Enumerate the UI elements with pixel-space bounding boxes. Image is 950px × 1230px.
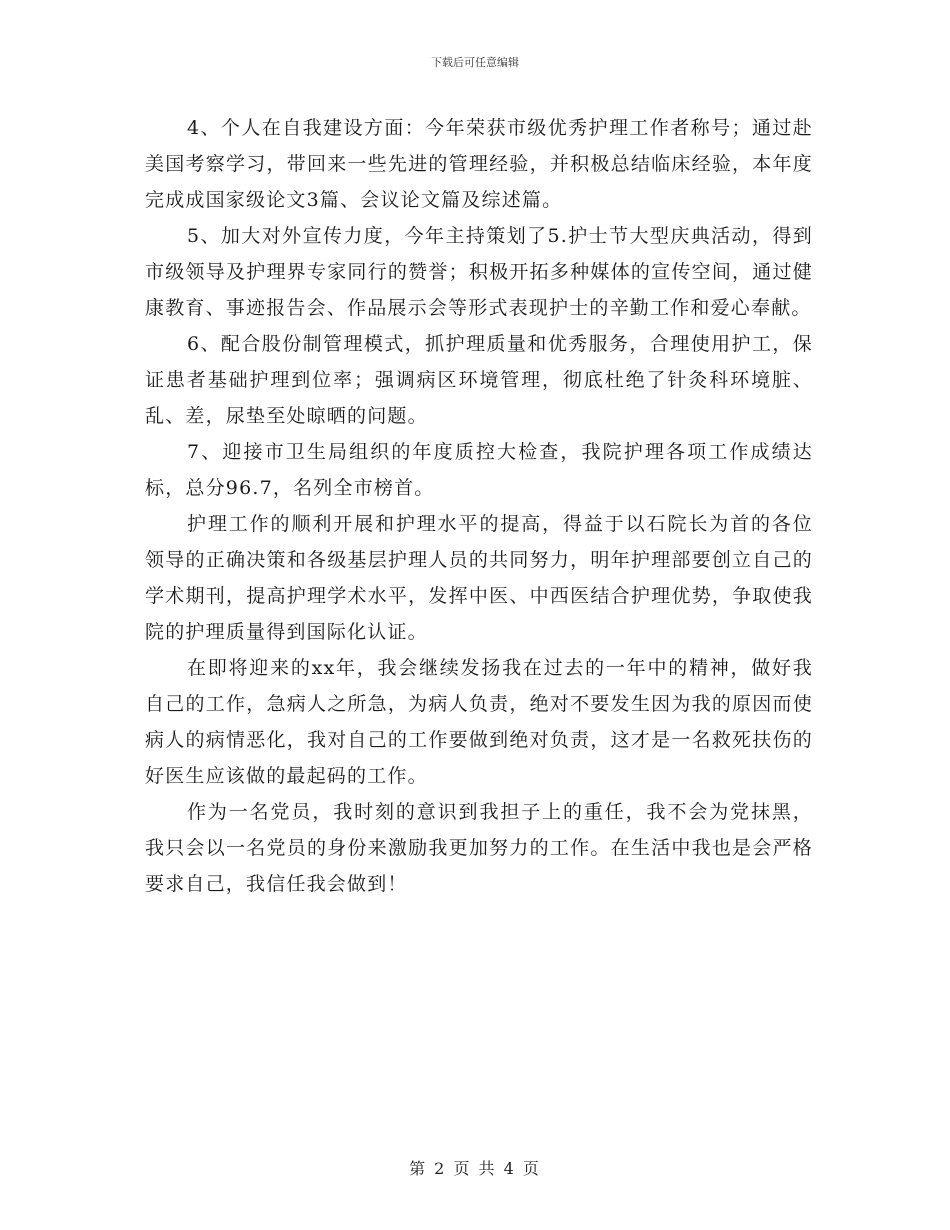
page-number: 第 2 页 共 4 页	[409, 1159, 541, 1178]
paragraph-next-year: 在即将迎来的xx年，我会继续发扬我在过去的一年中的精神，做好我自己的工作，急病人之所急，为病人负责，绝对不要发生因为我的原因而使病人的病情恶化，我对自己的工作要做到绝对负责，这才是一名救死扶伤的好医生应该做的最起码的工作。	[145, 657, 813, 787]
paragraph-item-6: 6、配合股份制管理模式，抓护理质量和优秀服务，合理使用护工，保证患者基础护理到位率；强调病区环境管理，彻底杜绝了针灸科环境脏、乱、差，尿垫至处晾晒的问题。	[145, 333, 813, 427]
body-text	[145, 110, 813, 902]
paragraph-summary: 护理工作的顺利开展和护理水平的提高，得益于以石院长为首的各位领导的正确决策和各级基层护理人员的共同努力，明年护理部要创立自己的学术期刊，提高护理学术水平，发挥中医、中西医结合护理优势，争取使我院的护理质量得到国际化认证。	[145, 513, 813, 643]
paragraph-party-member: 作为一名党员，我时刻的意识到我担子上的重任，我不会为党抹黑，我只会以一名党员的身份来激励我更加努力的工作。在生活中我也是会严格要求自己，我信任我会做到！	[145, 801, 813, 895]
page-header: 下载后可任意编辑	[431, 56, 519, 69]
paragraph-item-5: 5、加大对外宣传力度，今年主持策划了5.护士节大型庆典活动，得到市级领导及护理界专家同行的赞誉；积极开拓多种媒体的宣传空间，通过健康教育、事迹报告会、作品展示会等形式表现护士的辛勤工作和爱心奉献。	[145, 225, 813, 319]
paragraph-item-7: 7、迎接市卫生局组织的年度质控大检查，我院护理各项工作成绩达标，总分96.7，名列全市榜首。	[145, 441, 813, 499]
paragraph-item-4: 4、个人在自我建设方面：今年荣获市级优秀护理工作者称号；通过赴美国考察学习，带回来一些先进的管理经验，并积极总结临床经验，本年度完成成国家级论文3篇、会议论文篇及综述篇。	[145, 117, 813, 211]
